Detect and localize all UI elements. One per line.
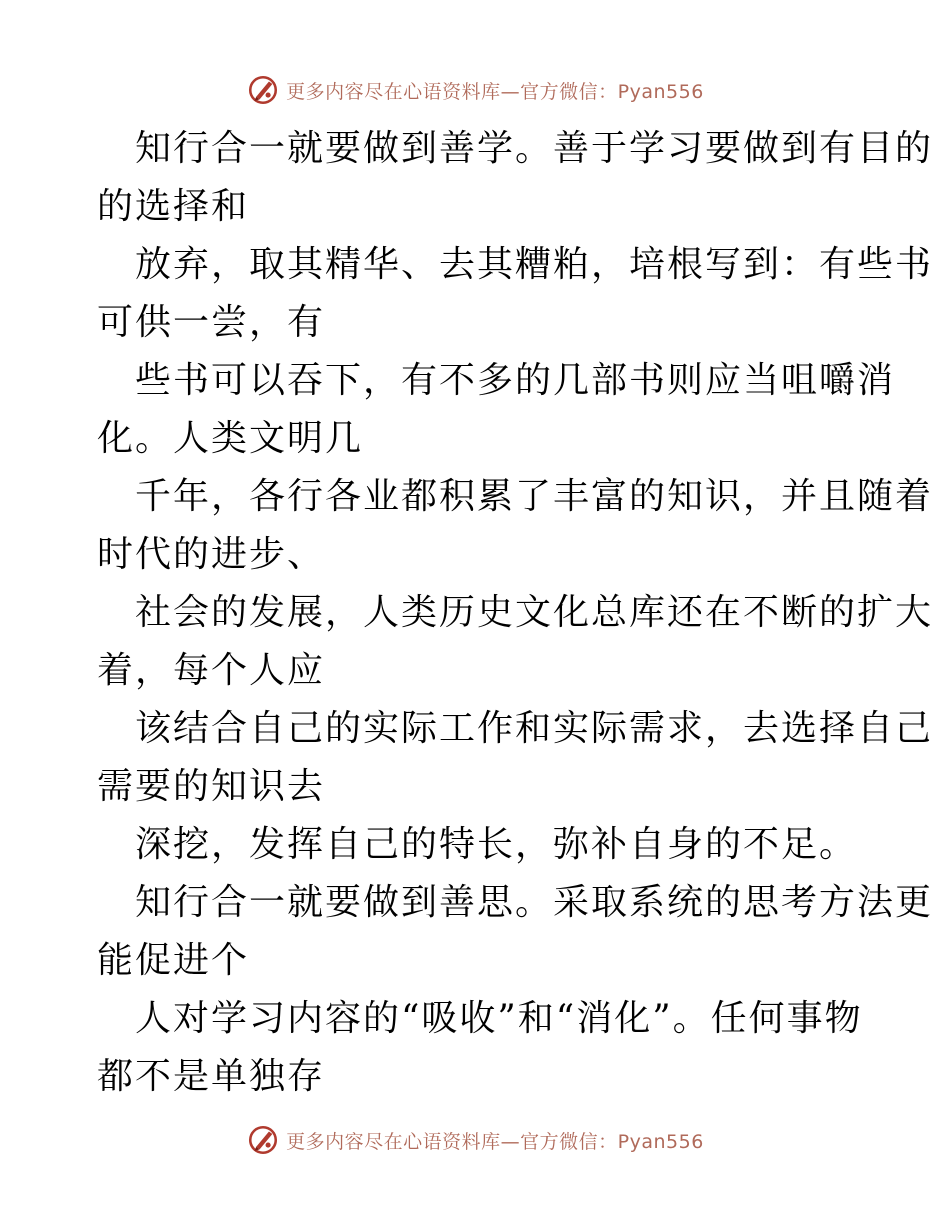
- text-line: 能促进个: [97, 940, 250, 981]
- text-line: 放弃，取其精华、去其糟粕，培根写到：有些书: [135, 244, 934, 285]
- text-line: 知行合一就要做到善思。采取系统的思考方法更: [135, 882, 934, 923]
- watermark-text: 更多内容尽在心语资料库—官方微信：Pyan556: [286, 80, 704, 103]
- text-line: 可供一尝，有: [97, 302, 326, 343]
- text-line: 人对学习内容的“吸收”和“消化”。任何事物: [135, 998, 863, 1039]
- text-line: 都不是单独存: [97, 1056, 326, 1097]
- document-body: [97, 120, 934, 1106]
- text-line: 需要的知识去: [97, 766, 326, 807]
- footer-watermark: [0, 1120, 950, 1160]
- text-line: 深挖，发挥自己的特长，弥补自身的不足。: [135, 824, 858, 865]
- text-line: 知行合一就要做到善学。善于学习要做到有目的: [135, 128, 934, 169]
- watermark-text: 更多内容尽在心语资料库—官方微信：Pyan556: [286, 1130, 704, 1153]
- text-line: 社会的发展，人类历史文化总库还在不断的扩大: [135, 592, 934, 633]
- header-watermark: [0, 70, 950, 110]
- text-line: 化。人类文明几: [97, 418, 364, 459]
- text-line: 着，每个人应: [97, 650, 326, 691]
- pen-seal-icon: [246, 1123, 280, 1157]
- pen-seal-icon: [246, 73, 280, 107]
- text-line: 该结合自己的实际工作和实际需求，去选择自己: [135, 708, 934, 749]
- text-line: 千年，各行各业都积累了丰富的知识，并且随着: [135, 476, 934, 517]
- text-line: 些书可以吞下，有不多的几部书则应当咀嚼消: [135, 360, 896, 401]
- text-line: 时代的进步、: [97, 534, 326, 575]
- text-line: 的选择和: [97, 186, 250, 227]
